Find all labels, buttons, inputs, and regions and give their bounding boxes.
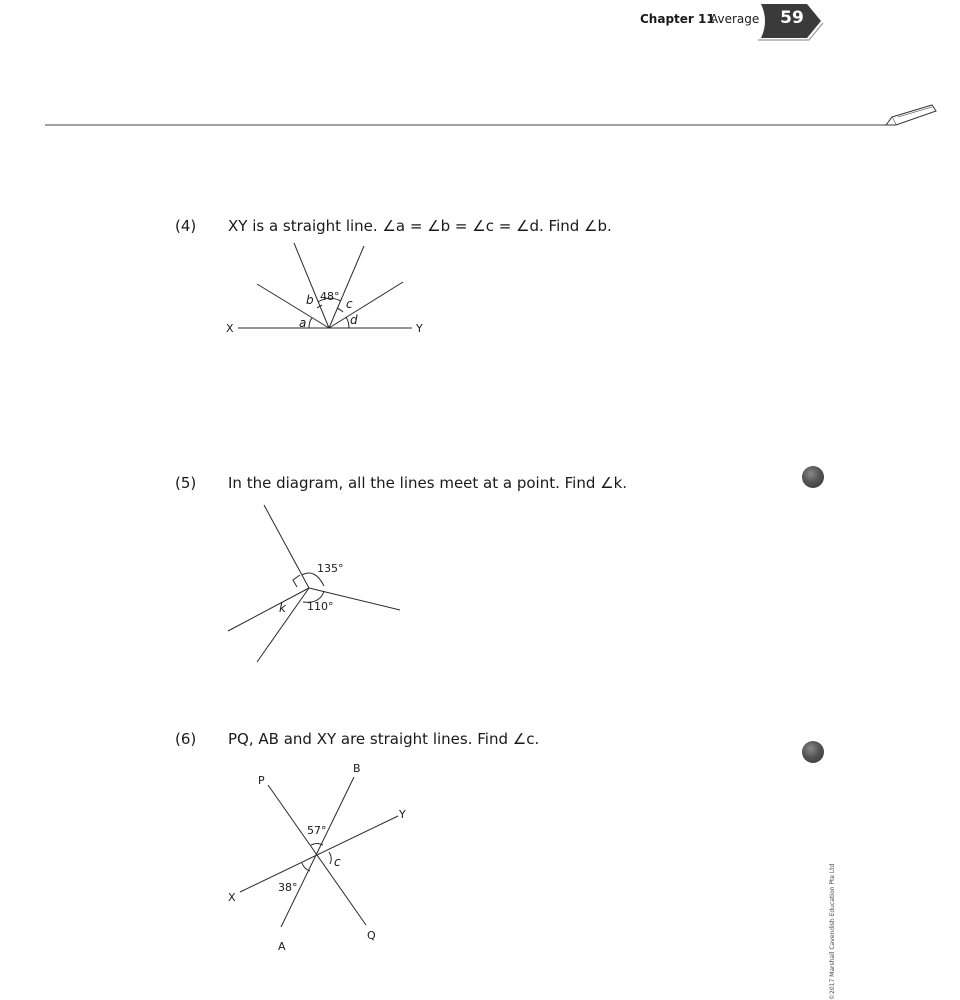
chapter-label: Chapter 11	[640, 12, 715, 26]
question-6-diagram	[220, 755, 420, 960]
ray-3	[329, 246, 364, 328]
label-angle-110: 110°	[307, 600, 334, 613]
ray-bottom	[257, 588, 309, 662]
ray-upper-left	[264, 505, 309, 588]
question-6-text: PQ, AB and XY are straight lines. Find ∠c.	[228, 730, 540, 748]
label-k: k	[279, 601, 286, 615]
ray-1	[257, 284, 329, 328]
pencil-rule-divider	[0, 95, 960, 135]
label-x: X	[228, 891, 236, 904]
label-b: b	[306, 293, 314, 307]
line-ab	[281, 777, 354, 927]
label-angle-38: 38°	[278, 881, 298, 894]
angle-arc-d	[346, 317, 349, 328]
label-q: Q	[367, 929, 376, 942]
label-angle-48: 48°	[320, 290, 340, 303]
label-p: P	[258, 774, 265, 787]
label-a: a	[299, 316, 307, 330]
ray-4	[329, 282, 403, 328]
question-4-text: XY is a straight line. ∠a = ∠b = ∠c = ∠d. Find ∠b.	[228, 217, 612, 235]
question-5-number: (5)	[175, 474, 197, 492]
label-angle-57: 57°	[307, 824, 327, 837]
question-6-number: (6)	[175, 730, 197, 748]
label-d: d	[350, 313, 358, 327]
question-4-number: (4)	[175, 217, 197, 235]
binder-hole	[802, 466, 824, 488]
copyright-notice: ©2017 Marshall Cavendish Education Pte Ltd	[829, 863, 836, 1000]
label-y: Y	[399, 808, 406, 821]
pencil-icon	[886, 105, 936, 125]
label-a: A	[278, 940, 286, 953]
right-angle-marker	[293, 575, 300, 587]
chapter-topic: Average	[710, 12, 760, 26]
label-x: X	[226, 322, 234, 335]
question-5-text: In the diagram, all the lines meet at a point. Find ∠k.	[228, 474, 628, 492]
angle-arc-a	[309, 318, 312, 328]
page-number: 59	[780, 8, 804, 28]
label-angle-135: 135°	[317, 562, 344, 575]
label-b: B	[353, 762, 361, 775]
label-c: c	[334, 855, 341, 869]
binder-hole	[802, 741, 824, 763]
label-y: Y	[416, 322, 423, 335]
ray-lower-left	[228, 588, 309, 631]
label-c: c	[346, 297, 353, 311]
angle-arc-c	[337, 308, 343, 312]
question-5-diagram	[220, 500, 420, 670]
angle-arc-c	[329, 852, 331, 864]
question-4-diagram	[220, 238, 440, 343]
